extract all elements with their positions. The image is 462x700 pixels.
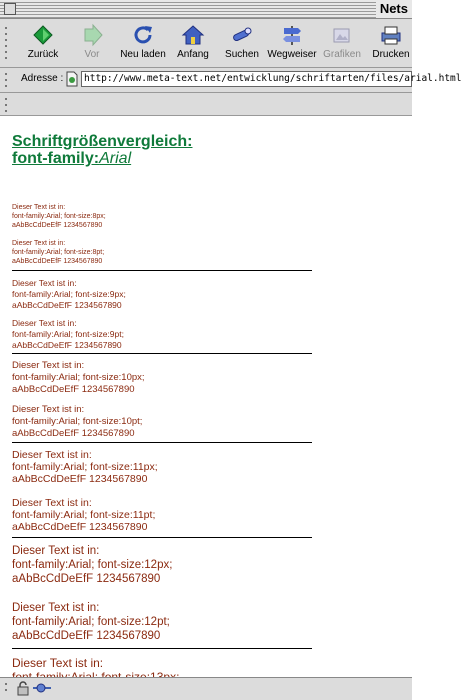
sample-text: aAbBcCdDeEfF 1234567890 [12,473,148,485]
sample-text: aAbBcCdDeEfF 1234567890 [12,340,122,350]
sample-text: aAbBcCdDeEfF 1234567890 [12,428,135,439]
heading-font: Arial [99,150,132,167]
divider [12,442,312,443]
sample-text: aAbBcCdDeEfF 1234567890 [12,258,103,265]
sample-spec: font-family:Arial; font-size:9pt; [12,329,124,339]
search-icon [230,23,254,47]
window-title: Nets [376,0,412,18]
sample-block [12,404,142,440]
sample-text: aAbBcCdDeEfF 1234567890 [12,384,135,395]
divider [12,537,312,538]
sample-spec: font-family:Arial; font-size:8px; [12,213,106,220]
sample-text: aAbBcCdDeEfF 1234567890 [12,630,161,642]
sample-text: aAbBcCdDeEfF 1234567890 [12,573,161,585]
toolbar-grip[interactable] [2,23,12,63]
print-button[interactable]: Drucken [370,21,412,65]
sample-block [12,601,170,643]
page-heading [12,133,192,167]
sample-block [12,360,145,396]
images-icon [330,23,354,47]
divider [12,270,312,271]
address-bar-grip[interactable] [2,70,12,90]
sample-spec: font-family:Arial; font-size:9px; [12,289,126,299]
personal-toolbar [0,93,412,116]
home-button[interactable]: Anfang [174,21,212,65]
page-content [0,116,412,677]
sample-spec: font-family:Arial; font-size:10px; [12,372,145,383]
sample-block [12,318,124,351]
heading-prefix: font-family: [12,150,100,167]
sample-spec: font-family:Arial; font-size:12pt; [12,616,170,628]
sample-spec: font-family:Arial; font-size:12px; [12,559,173,571]
sample-intro: Dieser Text ist in: [12,204,66,211]
address-label: Adresse : [21,73,64,84]
heading-line-2 [12,150,192,167]
guide-icon [280,23,304,47]
sample-intro: Dieser Text ist in: [12,240,66,247]
home-icon [181,23,205,47]
close-box[interactable] [4,3,16,15]
sample-intro: Dieser Text ist in: [12,656,104,670]
sample-text: aAbBcCdDeEfF 1234567890 [12,521,148,533]
window-titlebar[interactable] [0,0,412,19]
connection-icon[interactable] [32,680,52,696]
sample-intro: Dieser Text ist in: [12,602,100,614]
sample-block [12,203,106,230]
back-arrow-icon [31,23,55,47]
sample-intro: Dieser Text ist in: [12,404,85,415]
sample-block [12,449,158,485]
sample-intro: Dieser Text ist in: [12,497,92,509]
divider [12,648,312,649]
address-bar [0,68,462,93]
sample-spec: font-family:Arial; font-size:10pt; [12,416,143,427]
sample-block [12,239,104,266]
back-button[interactable]: Zurück [22,21,64,65]
sample-block [12,497,155,533]
page-proxy-icon[interactable] [65,71,79,87]
status-bar [0,677,412,700]
divider [12,353,312,354]
forward-arrow-icon [80,23,104,47]
sample-text: aAbBcCdDeEfF 1234567890 [12,300,122,310]
guide-button[interactable]: Wegweiser [266,21,318,65]
sample-block [12,278,126,311]
security-icon[interactable] [14,680,34,696]
sample-intro: Dieser Text ist in: [12,278,77,288]
sample-spec: font-family:Arial; font-size:11pt; [12,509,156,521]
sample-intro: Dieser Text ist in: [12,360,85,371]
sample-spec: font-family:Arial; font-size:8pt; [12,249,105,256]
sample-text: aAbBcCdDeEfF 1234567890 [12,222,103,229]
reload-icon [131,23,155,47]
search-button[interactable]: Suchen [224,21,260,65]
sample-intro: Dieser Text ist in: [12,449,92,461]
sample-intro: Dieser Text ist in: [12,318,77,328]
sample-spec: font-family:Arial; font-size:11px; [12,461,158,473]
navigation-toolbar [0,19,412,68]
heading-line-1: Schriftgrößenvergleich: [12,133,193,150]
reload-button[interactable]: Neu laden [118,21,168,65]
images-button[interactable]: Grafiken [320,21,364,65]
sample-intro: Dieser Text ist in: [12,545,100,557]
status-bar-grip[interactable] [2,680,12,696]
print-icon [379,23,403,47]
url-field[interactable]: http://www.meta-text.net/entwicklung/schriftarten/files/arial.html [81,71,412,87]
forward-button[interactable]: Vor [72,21,112,65]
sample-block [12,544,172,586]
personal-toolbar-grip[interactable] [2,95,12,113]
